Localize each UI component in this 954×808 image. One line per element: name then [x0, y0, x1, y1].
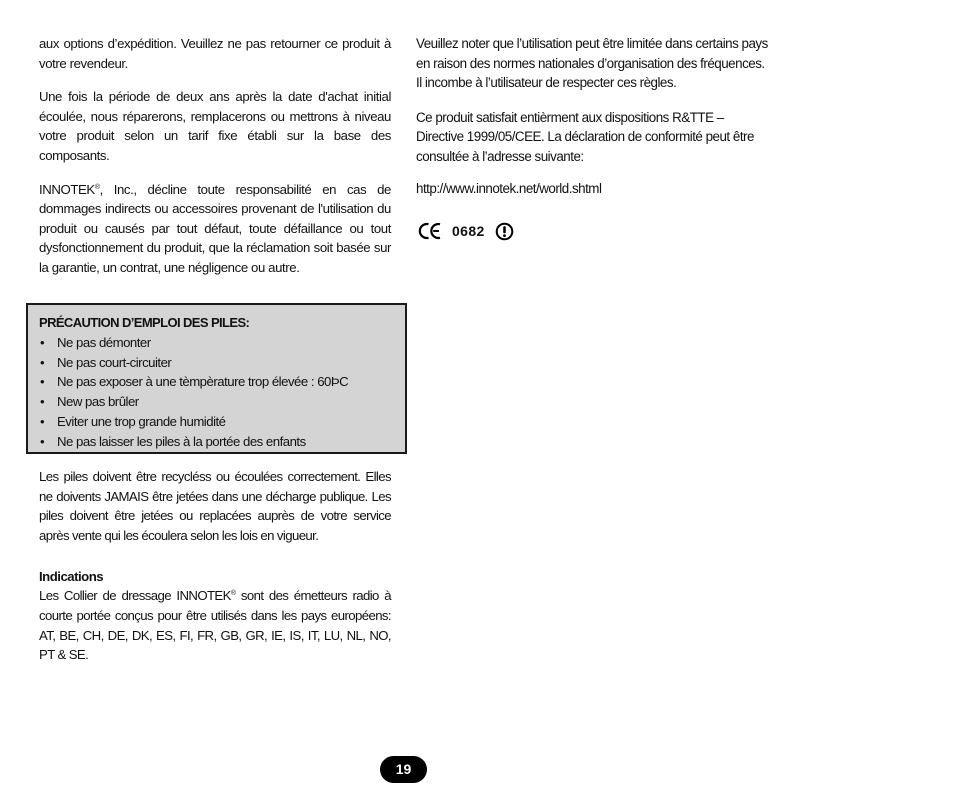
- conformity-paragraph: Ce produit satisfait entièrment aux dispositions R&TTE – Directive 1999/05/CEE. La déclaration de conformité peut être consultée à l’adresse suivante:: [416, 109, 754, 164]
- certification-marks: [418, 219, 514, 243]
- list-item: • Ne pas démonter: [40, 335, 151, 350]
- warranty-period-paragraph: Une fois la période de deux ans après la date d'achat initial écoulée, nous réparerons, remplacerons ou mettrons à niveau votre produit selon un tarif fixe établi sur la base des composants.: [39, 89, 391, 163]
- ce-mark-icon: [418, 221, 442, 241]
- page-number-badge: 19: [380, 756, 427, 783]
- registered-mark: ®: [230, 590, 236, 598]
- recycling-paragraph: Les piles doivent être recycléss ou écoulées correctement. Elles ne doivents JAMAIS être jetées dans une décharge publique. Les piles doivent être jetées ou replacées auprès de votre service après vente qui les écoulera selon les lois en vigueur.: [39, 469, 391, 543]
- list-item: • Eviter une trop grande humidité: [40, 413, 226, 429]
- shipping-paragraph: aux options d’expédition. Veuillez ne pas retourner ce produit à votre revendeur.: [39, 36, 391, 71]
- liability-paragraph: [39, 180, 391, 278]
- left-column: [39, 34, 391, 278]
- right-column: [416, 34, 770, 198]
- registered-mark: ®: [94, 183, 100, 191]
- indications-paragraph: Les Collier de dressage INNOTEK® sont des émetteurs radio à courte portée conçus pour être utilisés dans les pays européens: AT, BE, CH, DE, DK, ES, FI, FR, GB, GR, IE, IS, IT, LU, NL, NO, PT & SE.: [39, 588, 391, 663]
- list-item: • Ne pas court-circuiter: [40, 354, 172, 370]
- brand-name: INNOTEK: [39, 181, 95, 197]
- battery-caution-box: [26, 303, 407, 454]
- list-item: • Ne pas laisser les piles à la portée des enfants: [40, 433, 306, 449]
- alert-circle-icon: [495, 222, 514, 241]
- list-item: • Ne pas exposer à une tèmpèrature trop élevée : 60ÞC: [40, 374, 349, 390]
- indications-heading: Indications: [39, 569, 104, 585]
- caution-list: [39, 333, 399, 451]
- list-item: • New pas brûler: [40, 394, 139, 410]
- usage-restriction-paragraph: Veuillez noter que l’utilisation peut être limitée dans certains pays en raison des normes nationales d’organisation des fréquences. Il incombe à l’utilisateur de respecter ces règles.: [416, 36, 768, 91]
- conformity-url[interactable]: http://www.innotek.net/world.shtml: [416, 180, 602, 196]
- caution-title: PRÉCAUTION D’EMPLOI DES PILES:: [39, 315, 250, 330]
- notified-body-number: 0682: [452, 223, 485, 239]
- lower-left-section: [39, 467, 391, 665]
- liability-text: , Inc., décline toute responsabilité en cas de dommages indirects ou accessoires provenant de l'utilisation du produit ou causés par tout défaut, toute défaillance ou tout dysfonctionnement du produit, que la réclamation soit basée sur la garantie, un contrat, une négligence ou autre.: [39, 181, 391, 275]
